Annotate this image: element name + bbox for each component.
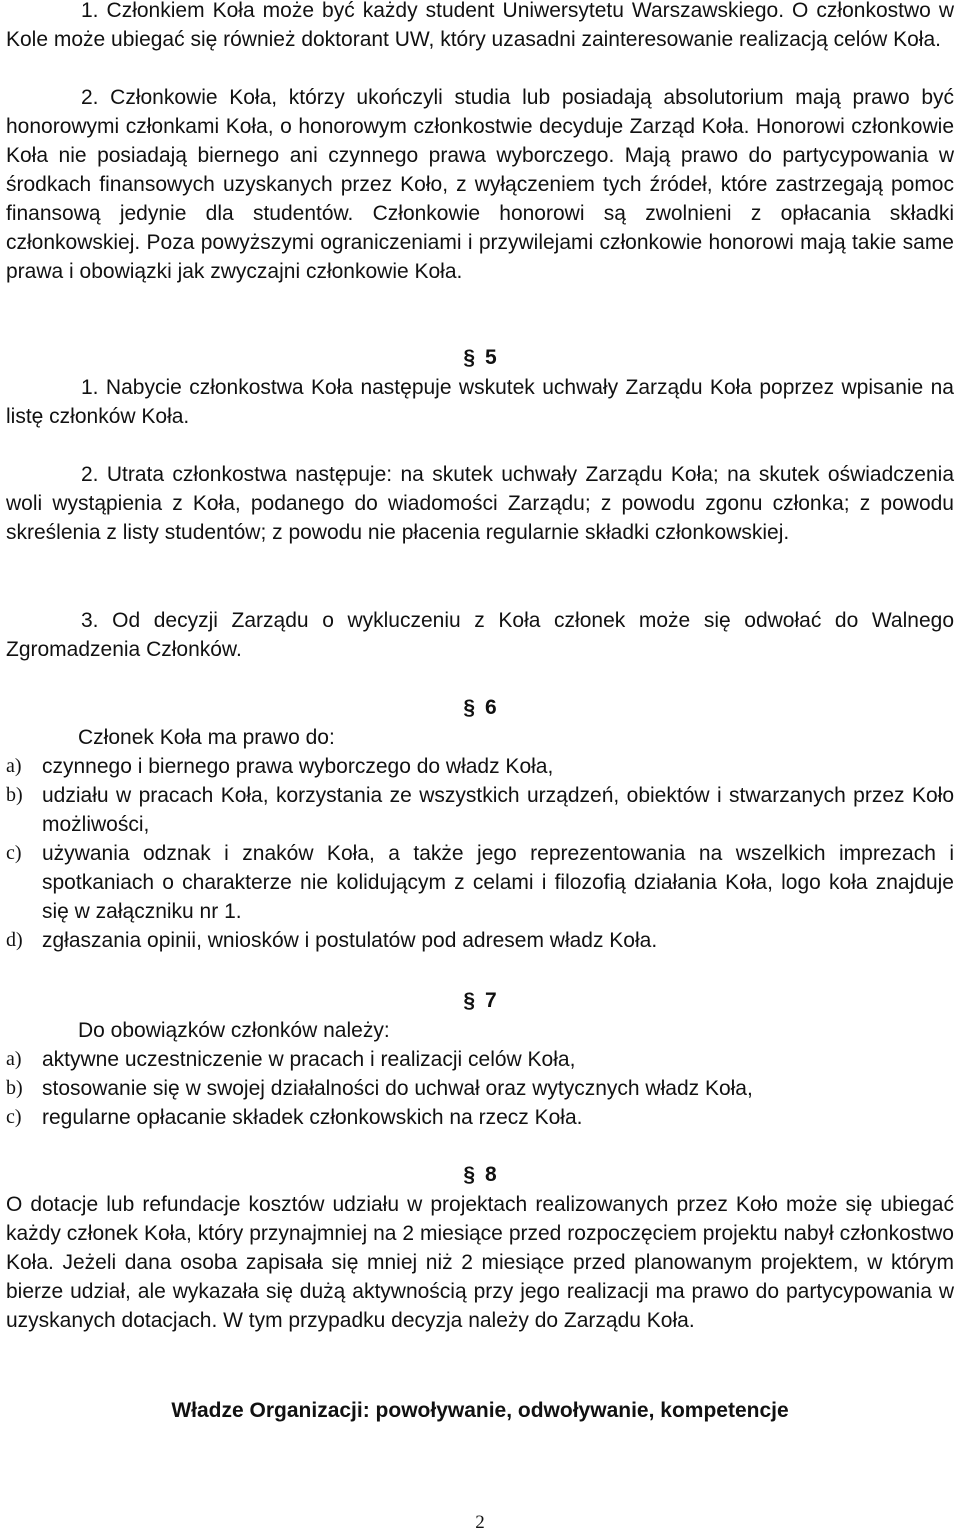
list-marker: d) — [6, 929, 23, 951]
list-item-text: czynnego i biernego prawa wyborczego do władz Koła, — [42, 755, 554, 778]
list-marker: c) — [6, 1106, 22, 1128]
section-heading-5 — [0, 343, 960, 372]
subheading-authorities: Władze Organizacji: powoływanie, odwoływanie, kompetencje — [171, 1399, 789, 1422]
list-item — [6, 752, 954, 781]
section-number: 5 — [485, 346, 497, 369]
section-symbol: § — [463, 696, 475, 719]
page-number: 2 — [475, 1512, 485, 1533]
section7-intro: Do obowiązków członków należy: — [78, 1019, 390, 1042]
list-item — [6, 1103, 954, 1132]
list-item-text: stosowanie się w swojej działalności do uchwał oraz wytycznych władz Koła, — [42, 1077, 753, 1100]
list-item-text: używania odznak i znaków Koła, a także jego reprezentowania na wszelkich imprezach i spotkaniach o charakterze nie kolidującym z celami i filozofią działania Koła, logo koła znajduje się w załączniku nr 1. — [42, 842, 954, 923]
section5-paragraph-2: 2. Utrata członkostwa następuje: na skutek uchwały Zarządu Koła; na skutek oświadczenia woli wystąpienia z Koła, podanego do wiadomości Zarządu; z powodu zgonu członka; z powodu skreślenia z listy studentów; z powodu nie płacenia regularnie składki członkowskiej. — [6, 463, 954, 544]
list-item — [6, 1045, 954, 1074]
section8-paragraph: O dotacje lub refundacje kosztów udziału w projektach realizowanych przez Koło może się ubiegać każdy członek Koła, który przynajmniej na 2 miesiące przed rozpoczęciem projektu nabył członkostwo Koła. Jeżeli dana osoba zapisała się mniej niż 2 miesiące przed planowanym projektem, w którym bierze udział, ale wykazała się dużą aktywnością przy jego realizacji ma prawo do partycypowania w uzyskanych dotacjach. W tym przypadku decyzja należy do Zarządu Koła. — [6, 1193, 954, 1332]
list-item-text: aktywne uczestniczenie w pracach i realizacji celów Koła, — [42, 1048, 576, 1071]
section-symbol: § — [463, 1163, 475, 1186]
paragraph-membership-2: 2. Członkowie Koła, którzy ukończyli studia lub posiadają absolutorium mają prawo być honorowymi członkami Koła, o honorowym członkostwie decyduje Zarząd Koła. Honorowi członkowie Koła nie posiadają biernego ani czynnego prawa wyborczego. Mają prawo do partycypowania w środkach finansowych uzyskanych przez Koło, z wyłączeniem tych źródeł, które zastrzegają pomoc finansową jedynie dla studentów. Członkowie honorowi są zwolnieni z opłacania składki członkowskiej. Poza powyższymi ograniczeniami i przywilejami członkowie honorowi mają takie same prawa i obowiązki jak zwyczajni członkowie Koła. — [6, 86, 954, 283]
list-item — [6, 1074, 954, 1103]
list-item — [6, 781, 954, 839]
section-heading-8 — [0, 1160, 960, 1189]
list-item-text: udziału w pracach Koła, korzystania ze wszystkich urządzeń, obiektów i stwarzanych przez Koło możliwości, — [42, 784, 954, 836]
section-number: 7 — [485, 989, 497, 1012]
section-heading-7 — [0, 986, 960, 1015]
section6-intro: Członek Koła ma prawo do: — [78, 726, 335, 749]
list-marker: b) — [6, 784, 23, 806]
section-symbol: § — [463, 346, 475, 369]
list-item — [6, 839, 954, 926]
section5-paragraph-3: 3. Od decyzji Zarządu o wykluczeniu z Koła członek może się odwołać do Walnego Zgromadzenia Członków. — [6, 609, 954, 661]
section-number: 8 — [485, 1163, 497, 1186]
section-symbol: § — [463, 989, 475, 1012]
section-heading-6 — [0, 693, 960, 722]
list-item — [6, 926, 954, 955]
list-item-text: zgłaszania opinii, wniosków i postulatów pod adresem władz Koła. — [42, 929, 658, 952]
section-number: 6 — [485, 696, 497, 719]
list-marker: a) — [6, 755, 22, 777]
section5-paragraph-1: 1. Nabycie członkostwa Koła następuje wskutek uchwały Zarządu Koła poprzez wpisanie na listę członków Koła. — [6, 376, 954, 428]
list-marker: b) — [6, 1077, 23, 1099]
list-item-text: regularne opłacanie składek członkowskich na rzecz Koła. — [42, 1106, 583, 1129]
paragraph-membership-1: 1. Członkiem Koła może być każdy student Uniwersytetu Warszawskiego. O członkostwo w Kole może ubiegać się również doktorant UW, który uzasadni zainteresowanie realizacją celów Koła. — [6, 0, 954, 51]
list-marker: a) — [6, 1048, 22, 1070]
list-marker: c) — [6, 842, 22, 864]
